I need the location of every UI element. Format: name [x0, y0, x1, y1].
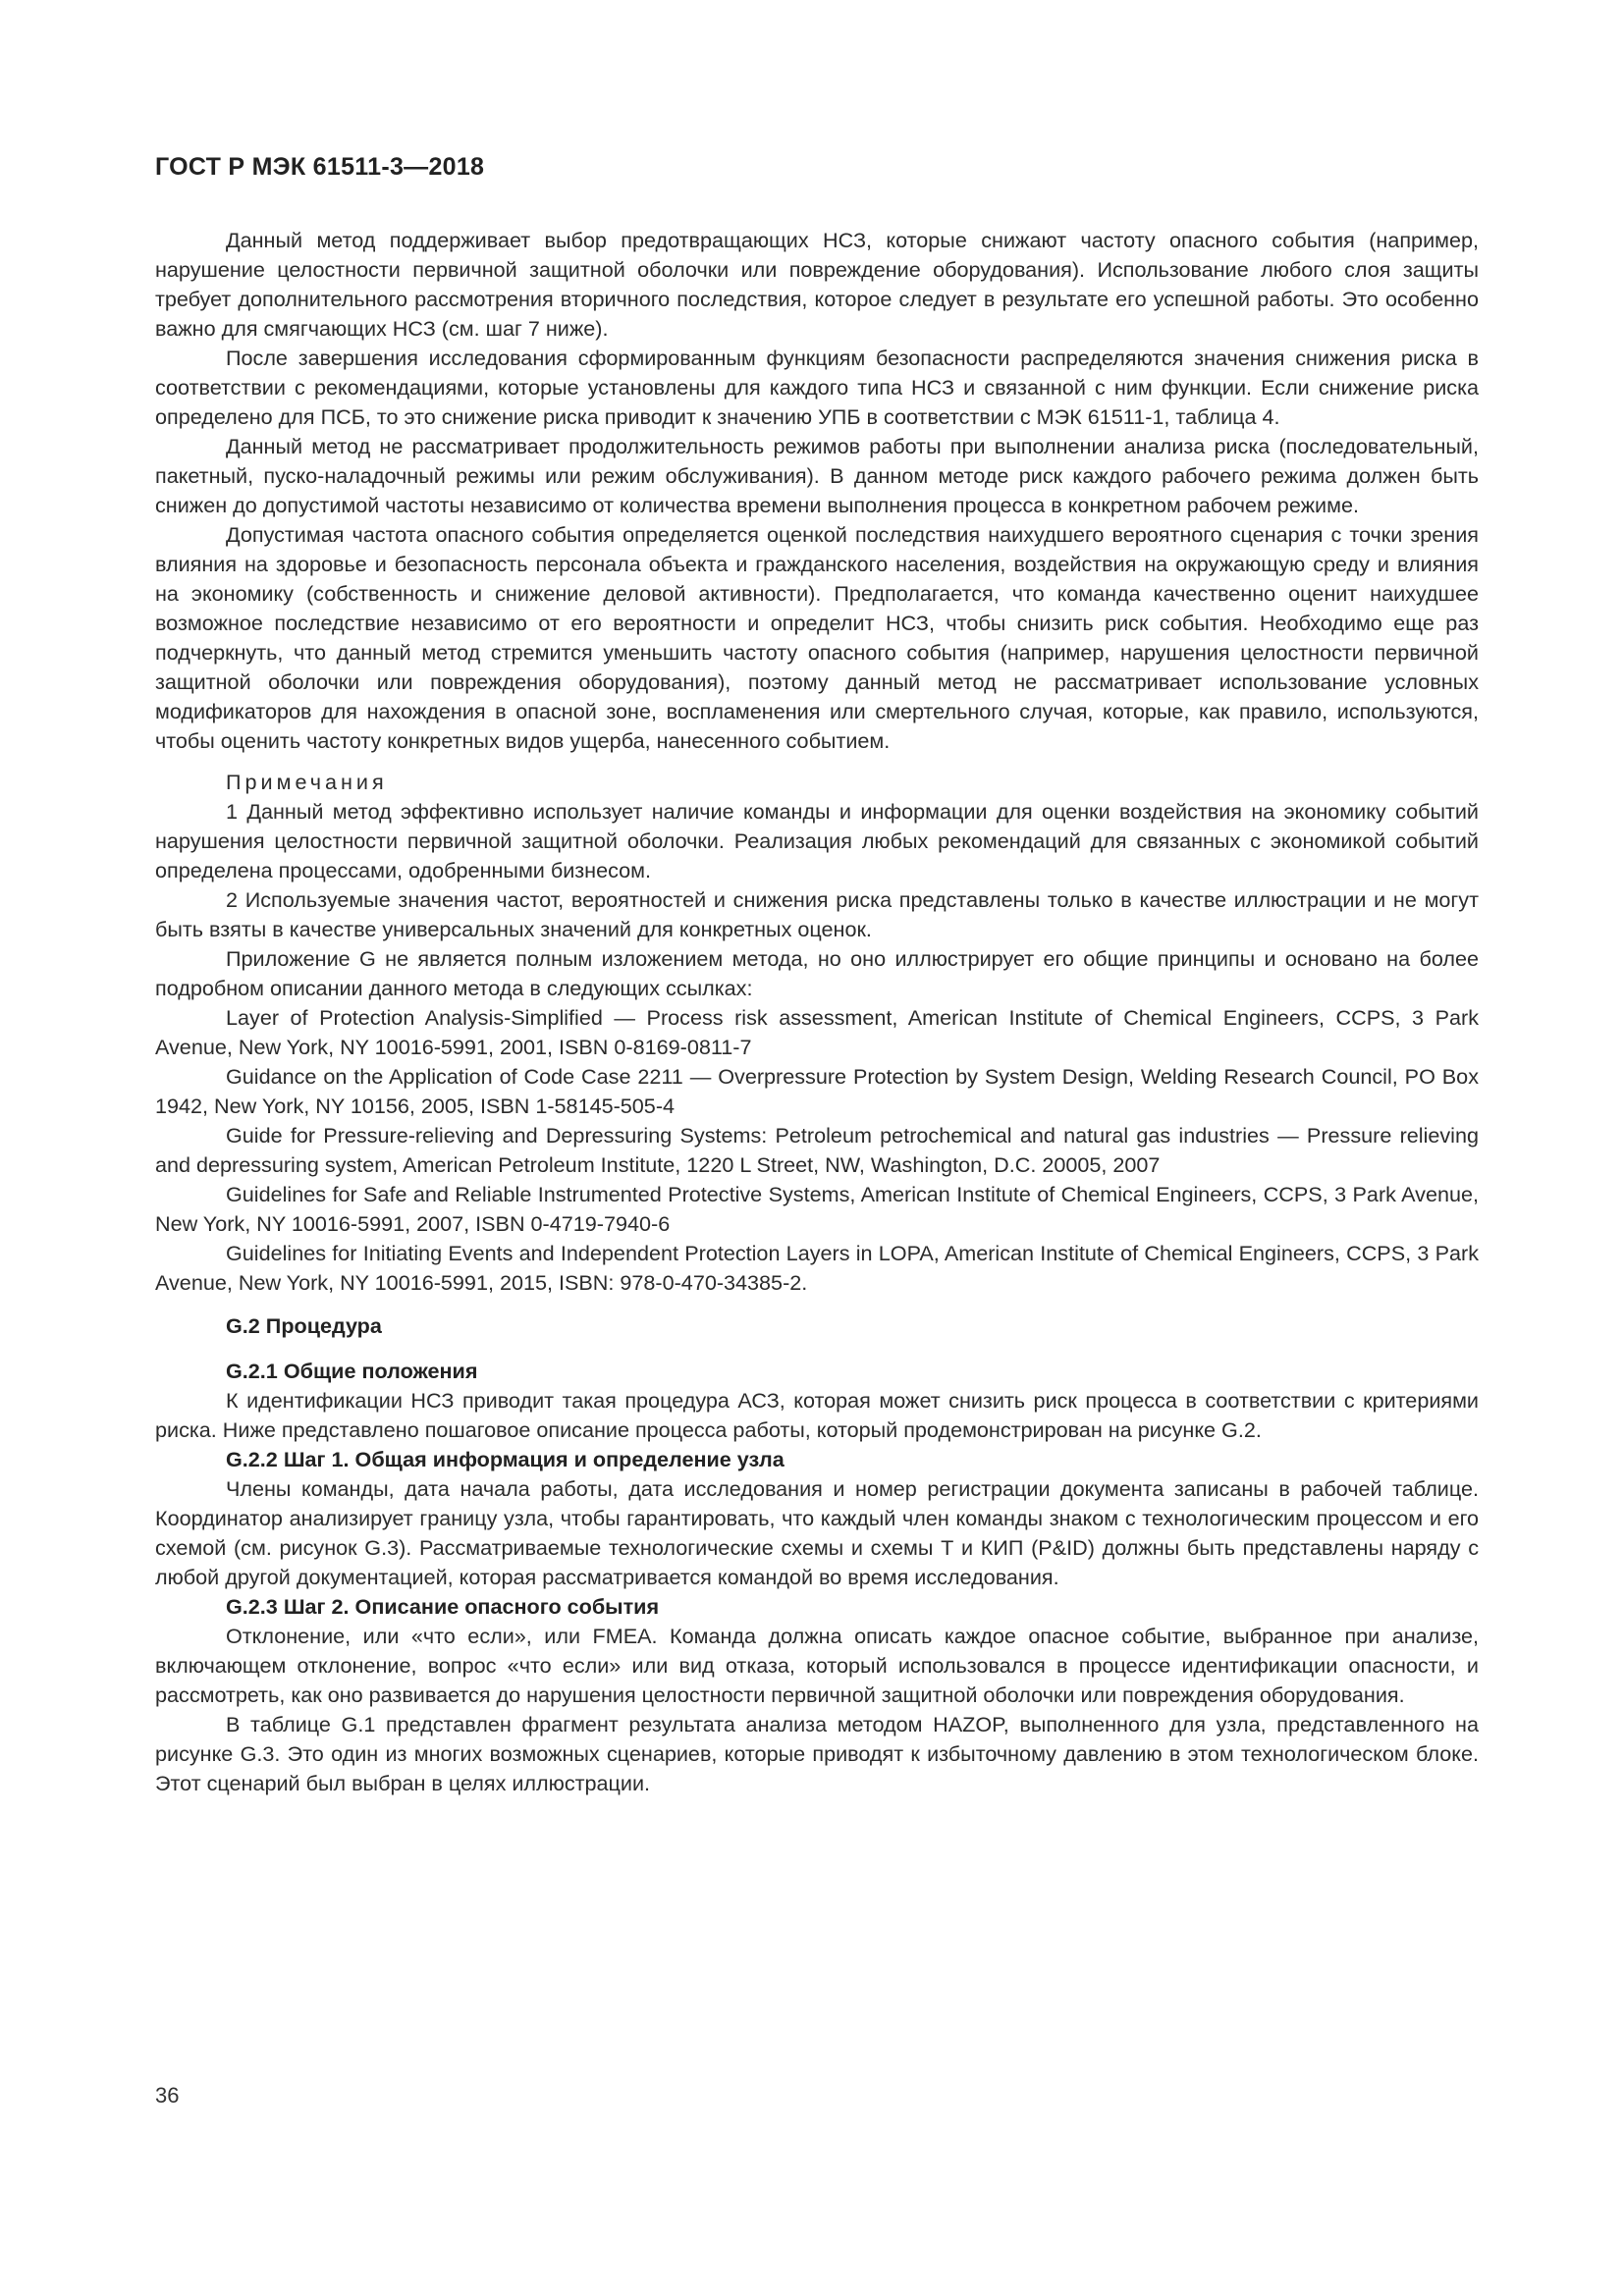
- subsection-heading-g21: G.2.1 Общие положения: [226, 1359, 478, 1383]
- section-heading-g2: G.2 Процедура: [226, 1313, 382, 1338]
- reference-item: Guide for Pressure-relieving and Depressuring Systems: Petroleum petrochemical and natural gas industries — Pressure relieving and depressuring system, American Petroleum Institute, 1220 L Street, NW, Washington, D.C. 20005, 2007: [155, 1123, 1479, 1177]
- appendix-intro: Приложение G не является полным изложением метода, но оно иллюстрирует его общие принципы и основано на более подробном описании данного метода в следующих ссылках:: [155, 946, 1479, 1000]
- note-item: 2 Используемые значения частот, вероятностей и снижения риска представлены только в качестве иллюстрации и не могут быть взяты в качестве универсальных значений для конкретных оценок.: [155, 887, 1479, 941]
- subsection-text-g23-1: Отклонение, или «что если», или FMEA. Команда должна описать каждое опасное событие, выбранное при анализе, включающем отклонение, вопрос «что если» или вид отказа, который использовался в процессе идентификации опасности, и рассмотреть, как оно развивается до нарушения целостности первичной защитной оболочки или повреждения оборудования.: [155, 1624, 1479, 1707]
- reference-item: Guidance on the Application of Code Case 2211 — Overpressure Protection by System Design, Welding Research Council, PO Box 1942, New York, NY 10156, 2005, ISBN 1-58145-505-4: [155, 1064, 1479, 1118]
- subsection-text-g23-2: В таблице G.1 представлен фрагмент результата анализа методом HAZOP, выполненного для узла, представленного на рисунке G.3. Это один из многих возможных сценариев, которые приводят к избыточному давлению в этом технологическом блоке. Этот сценарий был выбран в целях иллюстрации.: [155, 1712, 1479, 1795]
- notes-title: Примечания: [226, 770, 388, 794]
- body-paragraph: Допустимая частота опасного события определяется оценкой последствия наихудшего вероятного сценария с точки зрения влияния на здоровье и безопасность персонала объекта и гражданского населения, воздействия на окружающую среду и влияния на экономику (собственность и снижение деловой активности). Предполагается, что команда качественно оценит наихудшее возможное последствие независимо от его вероятности и определит НСЗ, чтобы снизить риск события. Необходимо еще раз подчеркнуть, что данный метод стремится уменьшить частоту опасного события (например, нарушения целостности первичной защитной оболочки или повреждения оборудования), поэтому данный метод не рассматривает использование условных модификаторов для нахождения в опасной зоне, воспламенения или смертельного случая, которые, как правило, используются, чтобы оценить частоту конкретных видов ущерба, нанесенного событием.: [155, 522, 1479, 753]
- subsection-text-g22: Члены команды, дата начала работы, дата исследования и номер регистрации документа записаны в рабочей таблице. Координатор анализирует границу узла, чтобы гарантировать, что каждый член команды знаком с технологическим процессом и его схемой (см. рисунок G.3). Рассматриваемые технологические схемы и схемы Т и КИП (P&ID) должны быть представлены наряду с любой другой документацией, которая рассматривается командой во время исследования.: [155, 1476, 1479, 1589]
- body-paragraph: Данный метод поддерживает выбор предотвращающих НСЗ, которые снижают частоту опасного события (например, нарушение целостности первичной защитной оболочки или повреждение оборудования). Использование любого слоя защиты требует дополнительного рассмотрения вторичного последствия, которое следует в результате его успешной работы. Это особенно важно для смягчающих НСЗ (см. шаг 7 ниже).: [155, 228, 1479, 341]
- body-paragraph: После завершения исследования сформированным функциям безопасности распределяются значения снижения риска в соответствии с рекомендациями, которые установлены для каждого типа НСЗ и связанной с ним функции. Если снижение риска определено для ПСБ, то это снижение риска приводит к значению УПБ в соответствии с МЭК 61511-1, таблица 4.: [155, 346, 1479, 429]
- document-header-title: ГОСТ Р МЭК 61511-3—2018: [155, 153, 485, 181]
- document-body: [155, 226, 1479, 1798]
- page-number: 36: [155, 2083, 180, 2108]
- reference-item: Layer of Protection Analysis-Simplified — Process risk assessment, American Institute of Chemical Engineers, CCPS, 3 Park Avenue, New York, NY 10016-5991, 2001, ISBN 0-8169-0811-7: [155, 1005, 1479, 1059]
- note-item: 1 Данный метод эффективно использует наличие команды и информации для оценки воздействия на экономику событий нарушения целостности первичной защитной оболочки. Реализация любых рекомендаций для связанных с экономикой событий определена процессами, одобренными бизнесом.: [155, 799, 1479, 882]
- subsection-heading-g23: G.2.3 Шаг 2. Описание опасного события: [226, 1594, 660, 1619]
- subsection-text-g21: К идентификации НСЗ приводит такая процедура АСЗ, которая может снизить риск процесса в соответствии с критериями риска. Ниже представлено пошаговое описание процесса работы, который продемонстрирован на рисунке G.2.: [155, 1388, 1479, 1442]
- reference-item: Guidelines for Safe and Reliable Instrumented Protective Systems, American Institute of Chemical Engineers, CCPS, 3 Park Avenue, New York, NY 10016-5991, 2007, ISBN 0-4719-7940-6: [155, 1182, 1479, 1236]
- body-paragraph: Данный метод не рассматривает продолжительность режимов работы при выполнении анализа риска (последовательный, пакетный, пуско-наладочный режимы или режим обслуживания). В данном методе риск каждого рабочего режима должен быть снижен до допустимой частоты независимо от количества времени выполнения процесса в конкретном рабочем режиме.: [155, 434, 1479, 517]
- reference-item: Guidelines for Initiating Events and Independent Protection Layers in LOPA, American Institute of Chemical Engineers, CCPS, 3 Park Avenue, New York, NY 10016-5991, 2015, ISBN: 978-0-470-34385-2.: [155, 1241, 1479, 1295]
- subsection-heading-g22: G.2.2 Шаг 1. Общая информация и определение узла: [226, 1447, 785, 1471]
